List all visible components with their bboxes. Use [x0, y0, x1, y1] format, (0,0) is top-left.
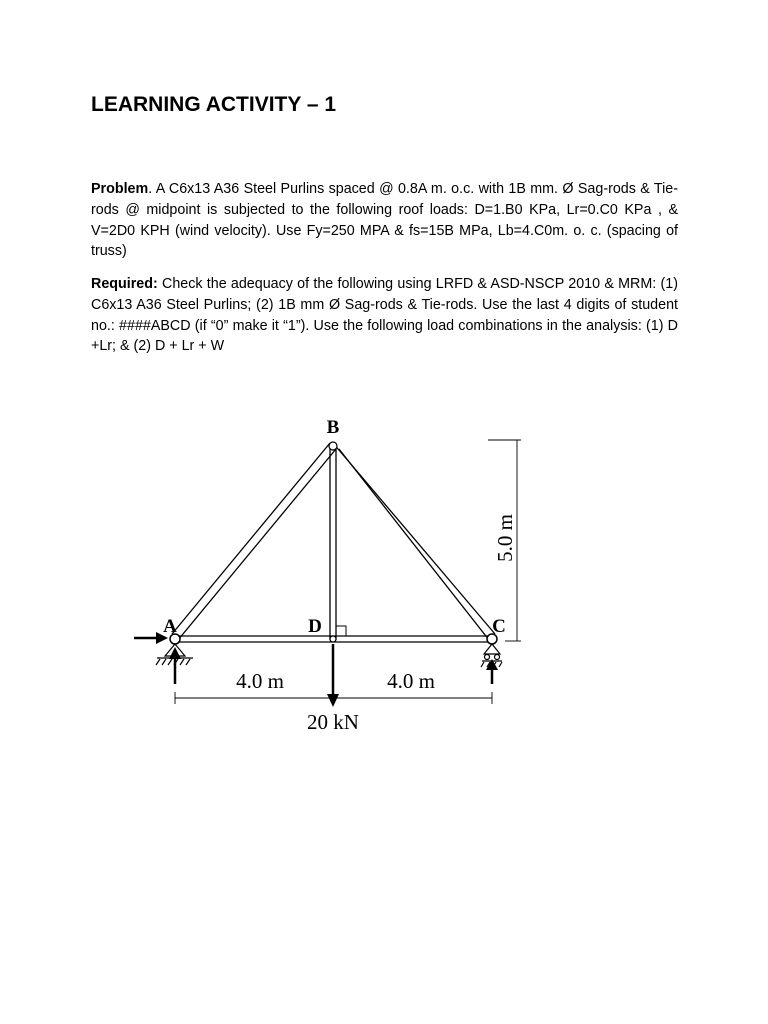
dimension-left-span: 4.0 m — [236, 669, 284, 693]
problem-label: Problem — [91, 181, 149, 197]
dimension-right-span: 4.0 m — [387, 669, 435, 693]
problem-paragraph — [91, 179, 678, 262]
load-label: 20 kN — [307, 710, 359, 734]
required-text: Check the adequacy of the following using LRFD & ASD-NSCP 2010 & MRM: (1) C6x13 A36 Steel Purlins; (2) 1B mm Ø Sag-rods & Tie-rods. Use the last 4 digits of student no.: ####ABCD (if “0” make it “1”). Use the following load combinations in the analysis: (1) D +Lr; & (2) D + Lr + W — [91, 276, 678, 355]
label-a: A — [163, 616, 177, 637]
required-label: Required: — [91, 276, 158, 292]
right-angle-marker — [336, 626, 346, 636]
joint-d — [330, 636, 336, 642]
label-b: B — [326, 417, 340, 438]
problem-text: . A C6x13 A36 Steel Purlins spaced @ 0.8A m. o.c. with 1B mm. Ø Sag-rods & Tie-rods @ midpoint is subjected to the following roof loads: D=1.B0 KPa, Lr=0.C0 KPa , & V=2D0 KPH (wind velocity). Use Fy=250 MPA & fs=15B MPa, Lb=4.C0m. o. c. (spacing of truss) — [91, 181, 678, 260]
dimension-height: 5.0 m — [493, 514, 517, 562]
member-bc — [333, 443, 495, 640]
page-title: LEARNING ACTIVITY – 1 — [91, 93, 337, 116]
truss-diagram — [0, 400, 768, 760]
member-ab — [172, 443, 336, 640]
required-paragraph — [91, 274, 678, 357]
label-c: C — [492, 616, 506, 637]
joint-b — [329, 442, 337, 450]
truss-members — [172, 443, 495, 642]
member-bd — [330, 447, 336, 640]
label-d: D — [308, 616, 322, 637]
